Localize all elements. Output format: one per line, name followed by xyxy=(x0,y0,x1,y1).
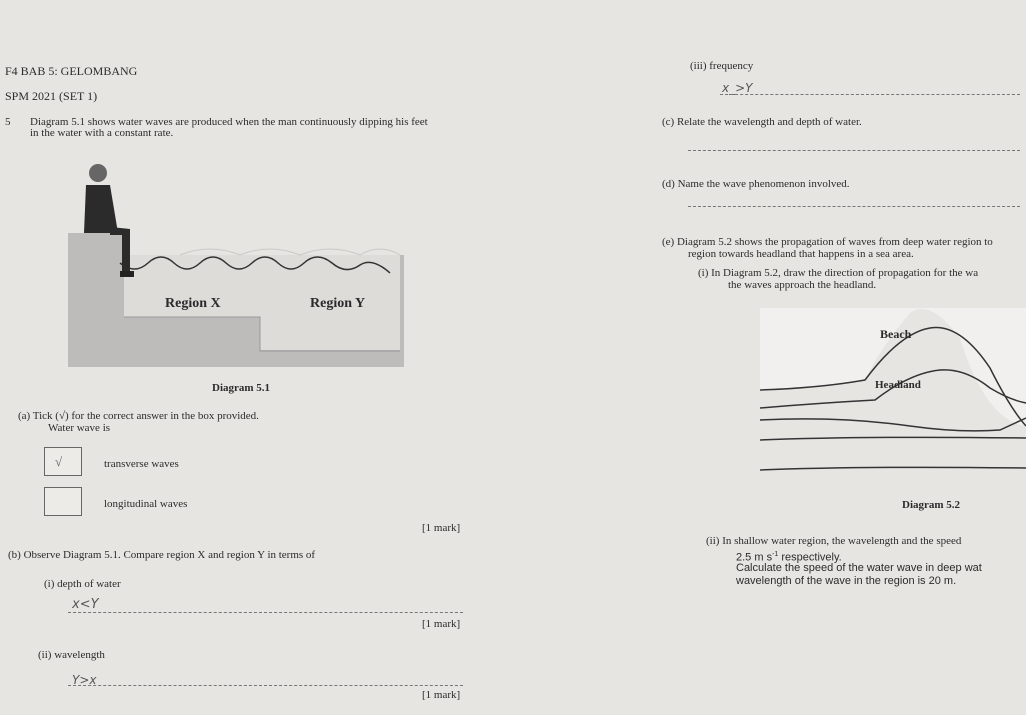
answer-line-b-i xyxy=(68,612,463,613)
diagram-5-2-caption: Diagram 5.2 xyxy=(902,499,961,511)
option-longitudinal-label: longitudinal waves xyxy=(104,498,188,510)
answer-line-c xyxy=(688,150,1020,151)
part-b-ii-marks: [1 mark] xyxy=(422,689,461,701)
part-e-ii-line1: (ii) In shallow water region, the wavelength and the speed xyxy=(706,535,962,547)
wavefront-3 xyxy=(760,418,1026,431)
question-intro-line2: in the water with a constant rate. xyxy=(30,127,174,139)
part-e-prompt-line2: region towards headland that happens in a sea area. xyxy=(688,248,914,260)
region-x-label: Region X xyxy=(165,296,221,311)
region-y-label: Region Y xyxy=(310,296,366,311)
part-b-i-marks: [1 mark] xyxy=(422,618,461,630)
part-e-i-line1: (i) In Diagram 5.2, draw the direction of propagation for the wa xyxy=(698,267,979,279)
part-e-prompt-line1: (e) Diagram 5.2 shows the propagation of waves from deep water region to xyxy=(662,236,993,248)
diagram-5-2 xyxy=(760,308,1026,478)
answer-line-b-ii xyxy=(68,685,463,686)
speed-unit-exponent: -1 xyxy=(772,551,779,558)
part-a-sub: Water wave is xyxy=(48,422,111,434)
part-b-ii-label: (ii) wavelength xyxy=(38,649,105,661)
part-c-prompt: (c) Relate the wavelength and depth of water. xyxy=(662,116,862,128)
part-b-iii-label: (iii) frequency xyxy=(690,60,754,72)
part-b-iii-answer[interactable]: x_>Y xyxy=(722,81,753,95)
part-a-prompt: (a) Tick (√) for the correct answer in the box provided. xyxy=(18,410,259,422)
speed-rest: respectively. xyxy=(778,551,842,564)
option-transverse-label: transverse waves xyxy=(104,458,179,470)
diagram-5-1-caption: Diagram 5.1 xyxy=(212,382,271,394)
beach-label: Beach xyxy=(880,327,912,341)
checkbox-longitudinal[interactable] xyxy=(44,487,82,516)
part-a-marks: [1 mark] xyxy=(422,522,461,534)
wave-crest-faint xyxy=(180,249,400,255)
wavefront-5 xyxy=(760,467,1026,470)
speed-value: 2.5 m s xyxy=(736,551,773,564)
part-e-ii-line4: wavelength of the wave in the region is 20 m. xyxy=(736,575,957,587)
part-b-prompt: (b) Observe Diagram 5.1. Compare region X and region Y in terms of xyxy=(8,549,316,561)
chapter-title: F4 BAB 5: GELOMBANG xyxy=(5,64,138,78)
part-b-i-label: (i) depth of water xyxy=(44,578,121,590)
part-b-i-answer[interactable]: x<Y xyxy=(72,597,99,612)
answer-line-d xyxy=(688,206,1020,207)
headland-coastline xyxy=(760,308,1026,426)
question-intro-line1: Diagram 5.1 shows water waves are produced when the man continuously dipping his feet xyxy=(30,116,428,128)
question-number: 5 xyxy=(5,116,11,128)
part-b-ii-answer[interactable]: Y>x xyxy=(72,673,97,687)
exam-title: SPM 2021 (SET 1) xyxy=(5,89,98,103)
headland-label: Headland xyxy=(875,379,921,391)
part-d-prompt: (d) Name the wave phenomenon involved. xyxy=(662,178,850,190)
diagram-5-1 xyxy=(60,155,420,370)
tick-mark: √ xyxy=(55,454,63,469)
part-e-ii-line3: Calculate the speed of the water wave in deep wat xyxy=(736,562,982,574)
checkbox-transverse[interactable] xyxy=(44,447,82,476)
answer-line-b-iii xyxy=(720,94,1020,95)
part-e-i-line2: the waves approach the headland. xyxy=(728,279,877,291)
wavefront-4 xyxy=(760,437,1026,440)
